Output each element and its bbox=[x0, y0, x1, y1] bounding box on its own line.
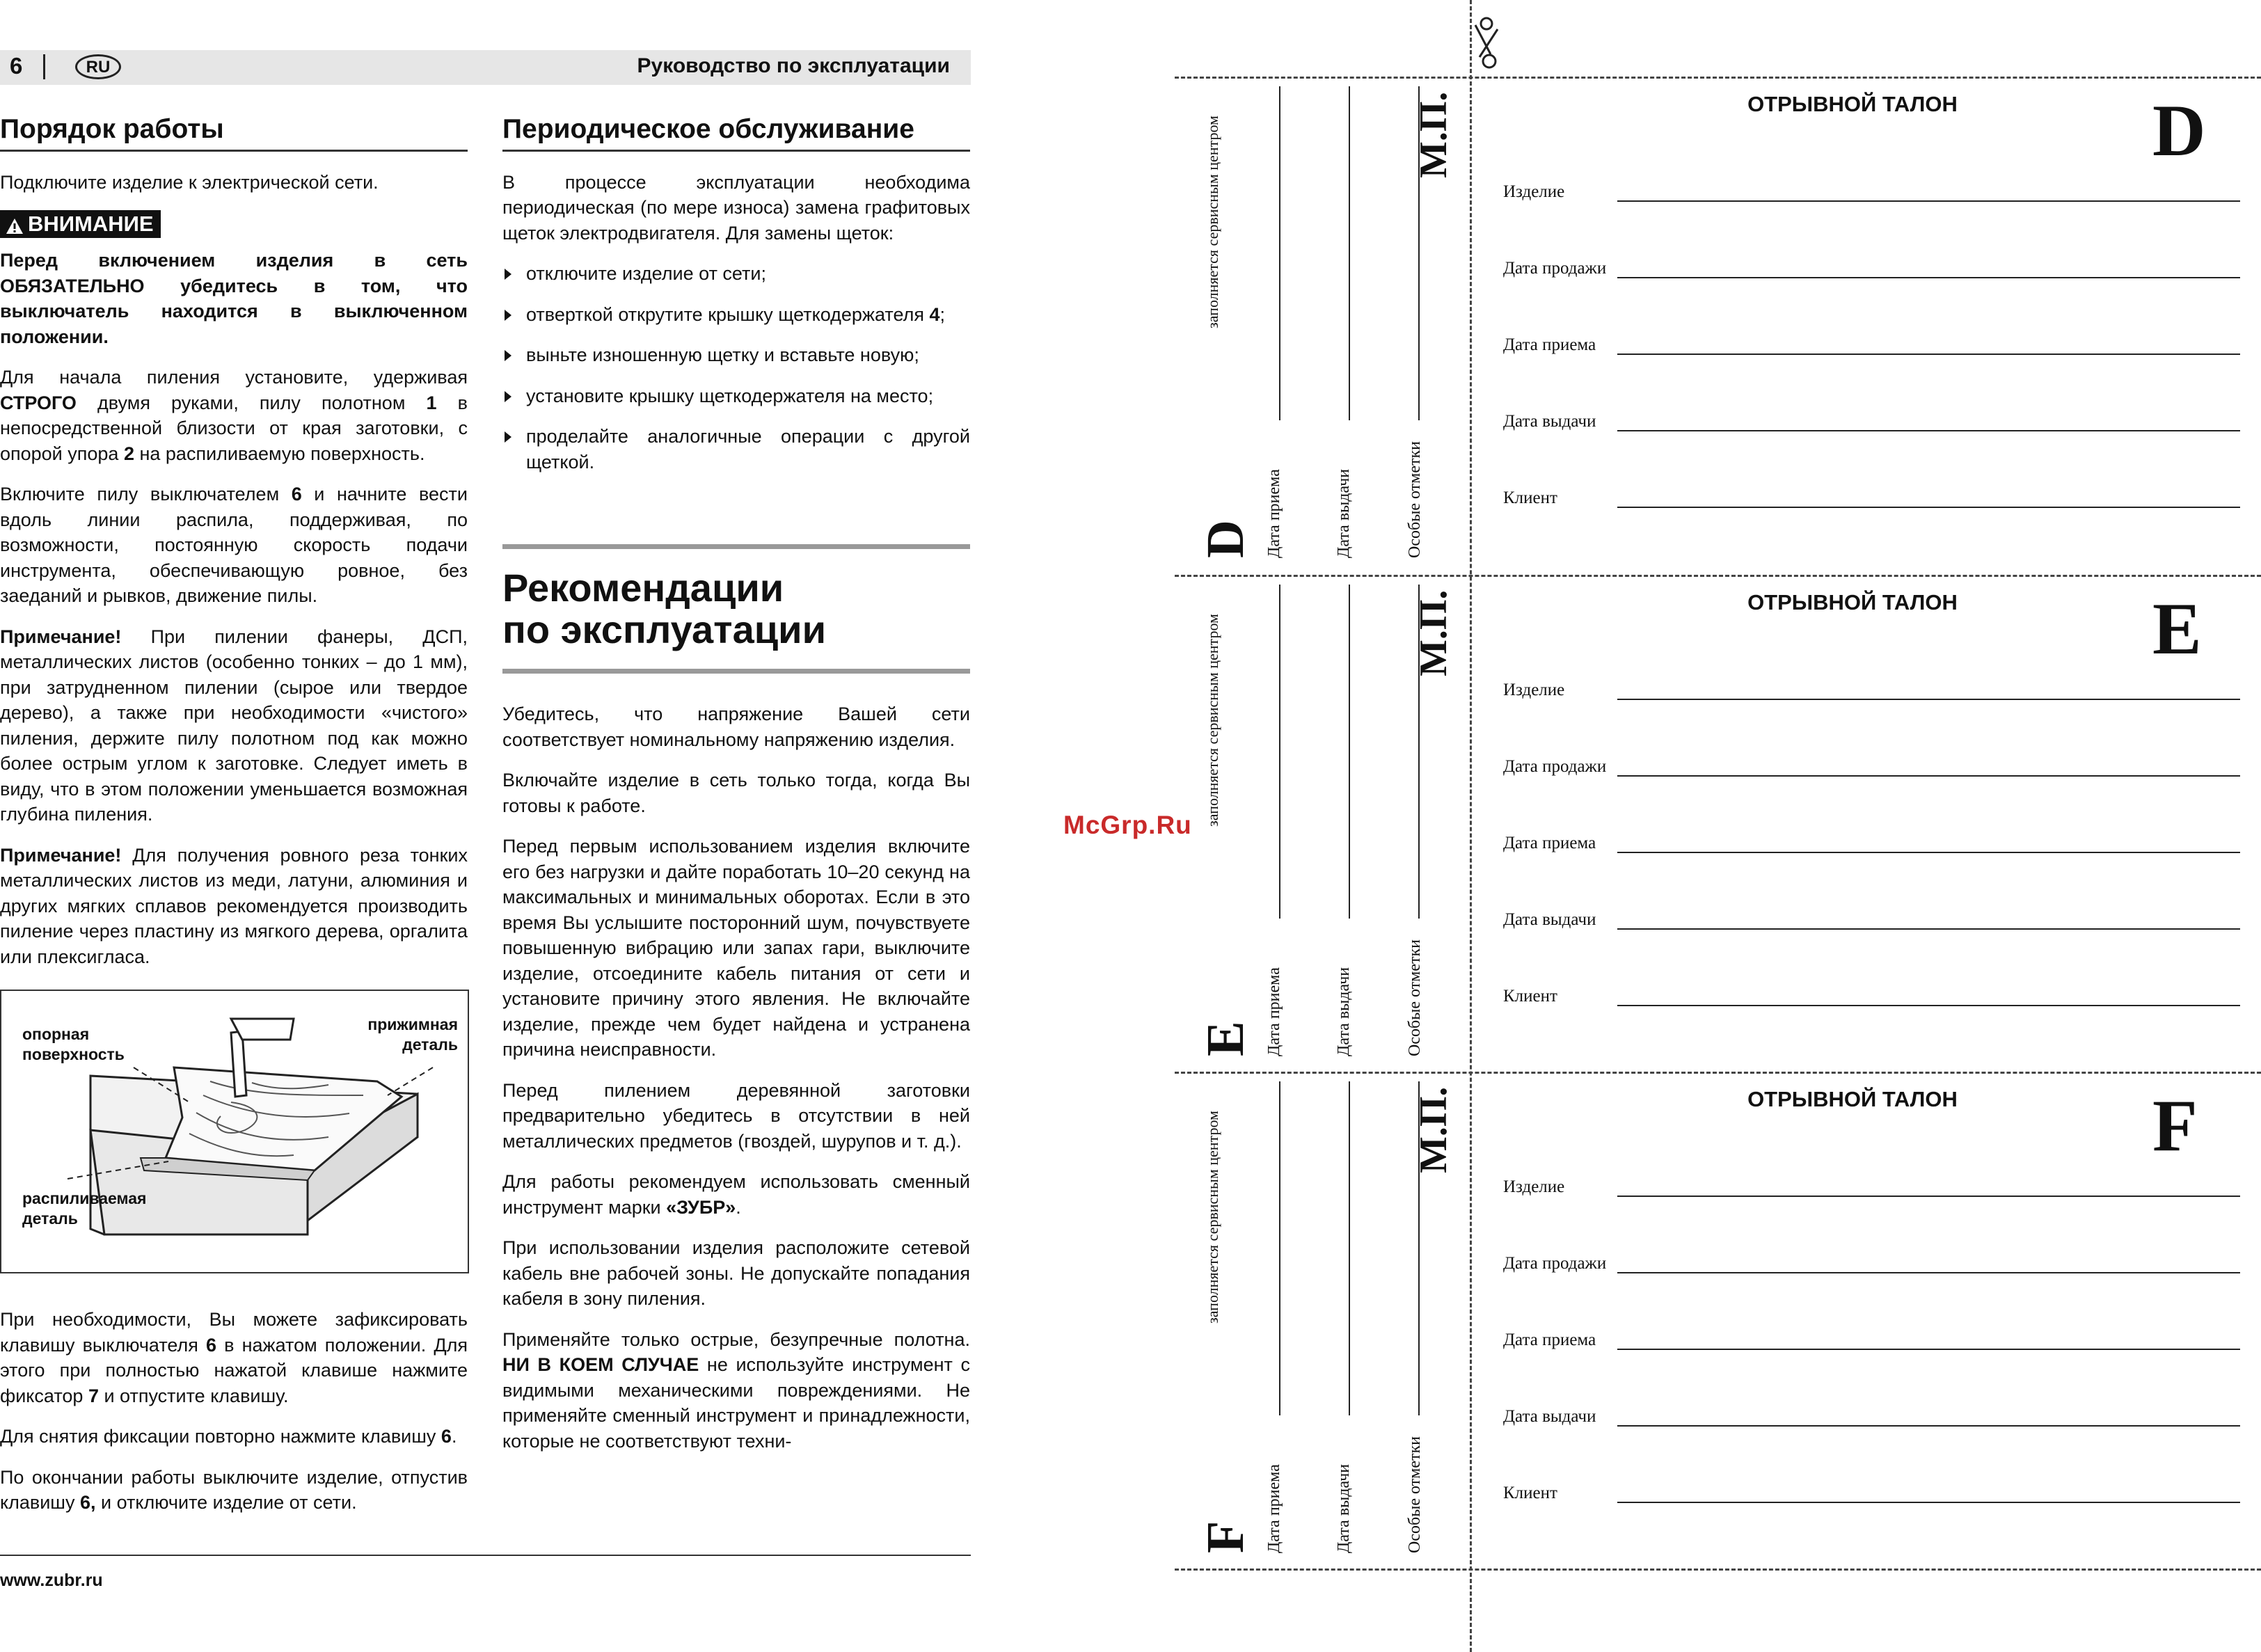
field-line bbox=[1617, 1502, 2240, 1503]
field-line bbox=[1617, 852, 2240, 853]
field-label-client: Клиент bbox=[1503, 1484, 1557, 1502]
paragraph-switch-on: Включите пилу выключателем 6 и начните вести вдоль линии распила, поддерживая, по возможности, постоянную скорость подачи инструмента, обеспечивающую ровное, без заеданий и рывков, движение пилы. bbox=[0, 484, 468, 606]
coupon-e bbox=[1175, 576, 2261, 1072]
field-line bbox=[1617, 1272, 2240, 1273]
recommendation: Убедитесь, что напряжение Вашей сети соответствует номинальному напряжению изделия. bbox=[502, 704, 970, 750]
coupon-letter: F bbox=[2152, 1085, 2198, 1166]
maintenance-step: выньте изношенную щетку и вставьте новую; bbox=[502, 342, 970, 368]
bullet-arrow-icon bbox=[504, 431, 512, 443]
field-label-client: Клиент bbox=[1503, 489, 1557, 507]
field-line bbox=[1617, 1005, 2240, 1006]
note-1: Примечание! При пилении фанеры, ДСП, металлических листов (особенно тонких – до 1 мм), при затрудненном пилении (сырое или твердое дерево), а также при необходимости «чистого» пиления, держите пилу полотном под как можно более острым углом к заготовке. Следует иметь в виду, что в этом положении уменьшается возможная глубина пиления. bbox=[0, 626, 468, 825]
stub-letter: D bbox=[1196, 520, 1255, 558]
field-line bbox=[1617, 1425, 2240, 1427]
field-line bbox=[1617, 430, 2240, 431]
warning-label: ВНИМАНИЕ bbox=[28, 212, 154, 236]
stub-special-notes: Особые отметки bbox=[1406, 1436, 1424, 1553]
warning-badge bbox=[0, 210, 161, 238]
coupon-title: ОТРЫВНОЙ ТАЛОН bbox=[1747, 1087, 1958, 1111]
field-line bbox=[1617, 507, 2240, 508]
coupon-d bbox=[1175, 78, 2261, 573]
stub-letter: E bbox=[1196, 1021, 1255, 1056]
field-label-issue-date: Дата выдачи bbox=[1503, 910, 1596, 929]
warning-icon bbox=[6, 218, 24, 235]
field-line bbox=[1617, 928, 2240, 930]
stub-receive-date: Дата приема bbox=[1265, 469, 1283, 558]
field-label-receive-date: Дата приема bbox=[1503, 335, 1596, 354]
work-procedure-column bbox=[0, 114, 468, 985]
paragraph-finish: По окончании работы выключите изделие, отпустив клавишу 6, и отключите изделие от сети. bbox=[0, 1466, 468, 1513]
field-label-issue-date: Дата выдачи bbox=[1503, 1407, 1596, 1426]
watermark: McGrp.Ru bbox=[1063, 811, 1192, 839]
bullet-arrow-icon bbox=[504, 309, 512, 321]
stub-issue-date: Дата выдачи bbox=[1335, 967, 1353, 1056]
field-label-product: Изделие bbox=[1503, 681, 1565, 699]
recommendation: Перед первым использованием изделия включите его без нагрузки и дайте поработать 10–20 секунд на максимальных и минимальных оборотах. Если в это время Вы услышите посторонний шум, почувствуете повышенную вибрацию или запах гари, выключите изделие, отсоедините кабель питания от сети и установите причину этого явления. Не включайте изделие, прежде чем будет найдена и устранена причина неисправности. bbox=[502, 836, 970, 1060]
stub-letter: F bbox=[1196, 1520, 1255, 1553]
coupon-title: ОТРЫВНОЙ ТАЛОН bbox=[1747, 92, 1958, 116]
section-title-maintenance: Периодическое обслуживание bbox=[502, 117, 970, 152]
warning-text: Перед включением изделия в сеть ОБЯЗАТЕЛЬНО убедитесь в том, что выключатель находится в выключенном положении. bbox=[0, 250, 468, 347]
bullet-arrow-icon bbox=[504, 349, 512, 362]
stamp-place: М.П. bbox=[1412, 589, 1455, 676]
field-label-product: Изделие bbox=[1503, 1177, 1565, 1196]
stub-special-notes: Особые отметки bbox=[1406, 939, 1424, 1056]
field-line bbox=[1617, 354, 2240, 355]
stub-receive-date: Дата приема bbox=[1265, 967, 1283, 1056]
manual-title: Руководство по эксплуатации bbox=[637, 54, 950, 77]
field-line bbox=[1617, 699, 2240, 700]
field-line bbox=[1617, 775, 2240, 777]
coupon-f bbox=[1175, 1073, 2261, 1568]
maintenance-step: проделайте аналогичные операции с другой щеткой. bbox=[502, 424, 970, 475]
note-2: Примечание! Для получения ровного реза тонких металлических листов из меди, латуни, алюминия и других мягких сплавов рекомендуется производить пиление через пластину из мягкого дерева, оргалита или плексигласа. bbox=[0, 844, 468, 967]
recommendation: Для работы рекомендуем использовать сменный инструмент марки «ЗУБР». bbox=[502, 1171, 970, 1218]
field-line bbox=[1617, 277, 2240, 278]
field-label-product: Изделие bbox=[1503, 182, 1565, 201]
coupon-letter: E bbox=[2152, 588, 2202, 669]
field-label-sale-date: Дата продажи bbox=[1503, 757, 1607, 776]
footer-url: www.zubr.ru bbox=[0, 1571, 103, 1590]
stub-issue-date: Дата выдачи bbox=[1335, 468, 1353, 558]
maintenance-step: установите крышку щеткодержателя на место; bbox=[502, 383, 970, 409]
maintenance-step: отключите изделие от сети; bbox=[502, 261, 970, 287]
paragraph-lock-switch: При необходимости, Вы можете зафиксировать клавишу выключателя 6 в нажатом положении. Для этого при полностью нажатой клавише нажмите фиксатор 7 и отпустите клавишу. bbox=[0, 1309, 468, 1406]
cut-line-horizontal bbox=[1175, 1568, 2261, 1571]
field-line bbox=[1617, 200, 2240, 202]
cutting-diagram bbox=[0, 990, 469, 1273]
field-label-sale-date: Дата продажи bbox=[1503, 259, 1607, 278]
paragraph-start-cutting: Для начала пиления установите, удерживая СТРОГО двумя руками, пилу полотном 1 в непосредственной близости от края заготовки, с опорой упора 2 на распиливаемую поверхность. bbox=[0, 367, 468, 464]
language-badge: RU bbox=[75, 54, 121, 79]
footer-rule bbox=[0, 1555, 971, 1556]
stub-issue-date: Дата выдачи bbox=[1335, 1463, 1353, 1553]
section-title-recommendations: Рекомендации по эксплуатации bbox=[502, 544, 970, 674]
stub-special-notes: Особые отметки bbox=[1406, 441, 1424, 558]
bullet-arrow-icon bbox=[504, 268, 512, 280]
scissors-icon bbox=[1470, 15, 1505, 71]
bullet-arrow-icon bbox=[504, 390, 512, 403]
coupon-title: ОТРЫВНОЙ ТАЛОН bbox=[1747, 590, 1958, 614]
stub-service-note: заполняется сервисным центром bbox=[1204, 1111, 1221, 1324]
stub-service-note: заполняется сервисным центром bbox=[1204, 116, 1221, 328]
recommendation: Перед пилением деревянной заготовки предварительно убедитесь в отсутствии в ней металлических предметов (гвоздей, шурупов и т. д.). bbox=[502, 1079, 970, 1152]
maintenance-intro: В процессе эксплуатации необходима периодическая (по мере износа) замена графитовых щеток электродвигателя. Для замены щеток: bbox=[502, 171, 970, 244]
field-line bbox=[1617, 1349, 2240, 1350]
coupon-letter: D bbox=[2152, 90, 2206, 171]
field-label-receive-date: Дата приема bbox=[1503, 834, 1596, 852]
maintenance-column bbox=[502, 114, 970, 490]
label-support-surface: опорная поверхность bbox=[22, 1025, 125, 1063]
label-clamp-part: прижимная деталь bbox=[367, 1015, 458, 1054]
field-line bbox=[1617, 1196, 2240, 1197]
stamp-place: М.П. bbox=[1412, 91, 1455, 178]
stub-service-note: заполняется сервисным центром bbox=[1204, 614, 1221, 827]
header-divider bbox=[43, 54, 45, 79]
recommendation: При использовании изделия расположите сетевой кабель вне рабочей зоны. Не допускайте попадания кабеля в зону пиления. bbox=[502, 1237, 970, 1309]
stub-receive-date: Дата приема bbox=[1265, 1464, 1283, 1553]
maintenance-step: отверткой открутите крышку щеткодержателя 4; bbox=[502, 302, 970, 328]
page-number: 6 bbox=[10, 53, 23, 79]
paragraph-unlock-switch: Для снятия фиксации повторно нажмите клавишу 6. bbox=[0, 1426, 457, 1447]
section-title-work: Порядок работы bbox=[0, 117, 468, 152]
field-label-receive-date: Дата приема bbox=[1503, 1331, 1596, 1349]
stamp-place: М.П. bbox=[1412, 1086, 1455, 1173]
work-procedure-continued bbox=[0, 1307, 468, 1531]
field-label-client: Клиент bbox=[1503, 987, 1557, 1006]
recommendation: Включайте изделие в сеть только тогда, когда Вы готовы к работе. bbox=[502, 770, 970, 816]
recommendation: Применяйте только острые, безупречные полотна. НИ В КОЕМ СЛУЧАЕ не используйте инструмент с видимыми механическими повреждениями. Не применяйте сменный инструмент и принадлежности, которые не соответствуют техни- bbox=[502, 1328, 971, 1452]
field-label-sale-date: Дата продажи bbox=[1503, 1254, 1607, 1273]
intro-text: Подключите изделие к электрической сети. bbox=[0, 171, 379, 193]
label-workpiece: распиливаемая деталь bbox=[22, 1189, 147, 1228]
recommendations-column bbox=[502, 544, 970, 1469]
field-label-issue-date: Дата выдачи bbox=[1503, 412, 1596, 431]
